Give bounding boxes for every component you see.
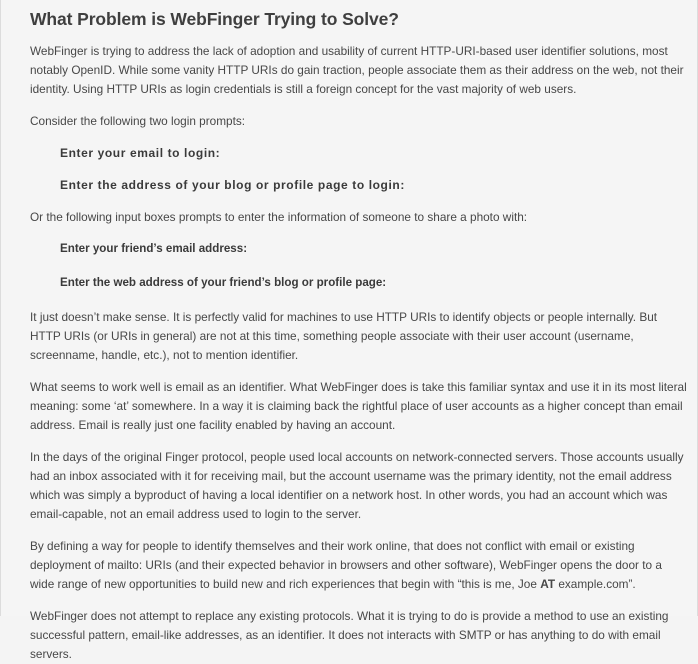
finger-history-paragraph: In the days of the original Finger protocol, people used local accounts on network-connected servers. Those accounts usually had an inbox associated with it for receiving mail, but the account username was the primary identity, not the email address which was simply a byproduct of having a local identifier on a network host. In other words, you had an account which was email-capable, not an email address used to login to the server. (30, 450, 684, 521)
article-content (1, 0, 697, 664)
defining-paragraph (30, 537, 687, 594)
login-prompt-blog: Enter the address of your blog or profile page to login: (60, 178, 405, 192)
defining-at-bold: AT (540, 577, 556, 591)
share-prompt-email: Enter your friend’s email address: (60, 242, 248, 255)
defining-text-end: example.com”. (555, 577, 636, 591)
share-prompt-blog: Enter the web address of your friend’s blog or profile page: (60, 276, 387, 289)
replace-paragraph: WebFinger does not attempt to replace any existing protocols. What it is trying to do is provide a method to use an existing successful pattern, email-like addresses, as an identifier. It does not interacts with SMTP or has anything to do with email servers. (30, 609, 669, 661)
login-prompt-email: Enter your email to login: (60, 146, 221, 160)
consider-paragraph: Consider the following two login prompts: (30, 114, 246, 128)
defining-text-start: By defining a way for people to identify themselves and their work online, that does not conflict with email or existing deployment of mailto: URIs (and their expected behavior in browsers and other software), WebFinger opens the door to a wide range of new opportunities to build new and rich experiences that begin with “this is me, Joe (30, 539, 662, 591)
email-identifier-paragraph: What seems to work well is email as an identifier. What WebFinger does is take this familiar syntax and use it in its most literal meaning: some ‘at’ somewhere. In a way it is claiming back the rightful place of user accounts as a higher concept than email address. Email is really just one facility enabled by having an account. (30, 380, 687, 432)
sense-paragraph: It just doesn’t make sense. It is perfectly valid for machines to use HTTP URIs to identify objects or people internally. But HTTP URIs (or URIs in general) are not at this time, something people associate with their user account (username, screenname, handle, etc.), not to mention identifier. (30, 310, 658, 362)
or-following-paragraph: Or the following input boxes prompts to enter the information of someone to share a photo with: (30, 210, 528, 224)
intro-paragraph: WebFinger is trying to address the lack of adoption and usability of current HTTP-URI-based user identifier solutions, most notably OpenID. While some vanity HTTP URIs do gain traction, people associate them as their address on the web, not their identity. Using HTTP URIs as login credentials is still a foreign concept for the vast majority of web users. (30, 44, 684, 96)
article-title: What Problem is WebFinger Trying to Solve? (30, 9, 399, 29)
